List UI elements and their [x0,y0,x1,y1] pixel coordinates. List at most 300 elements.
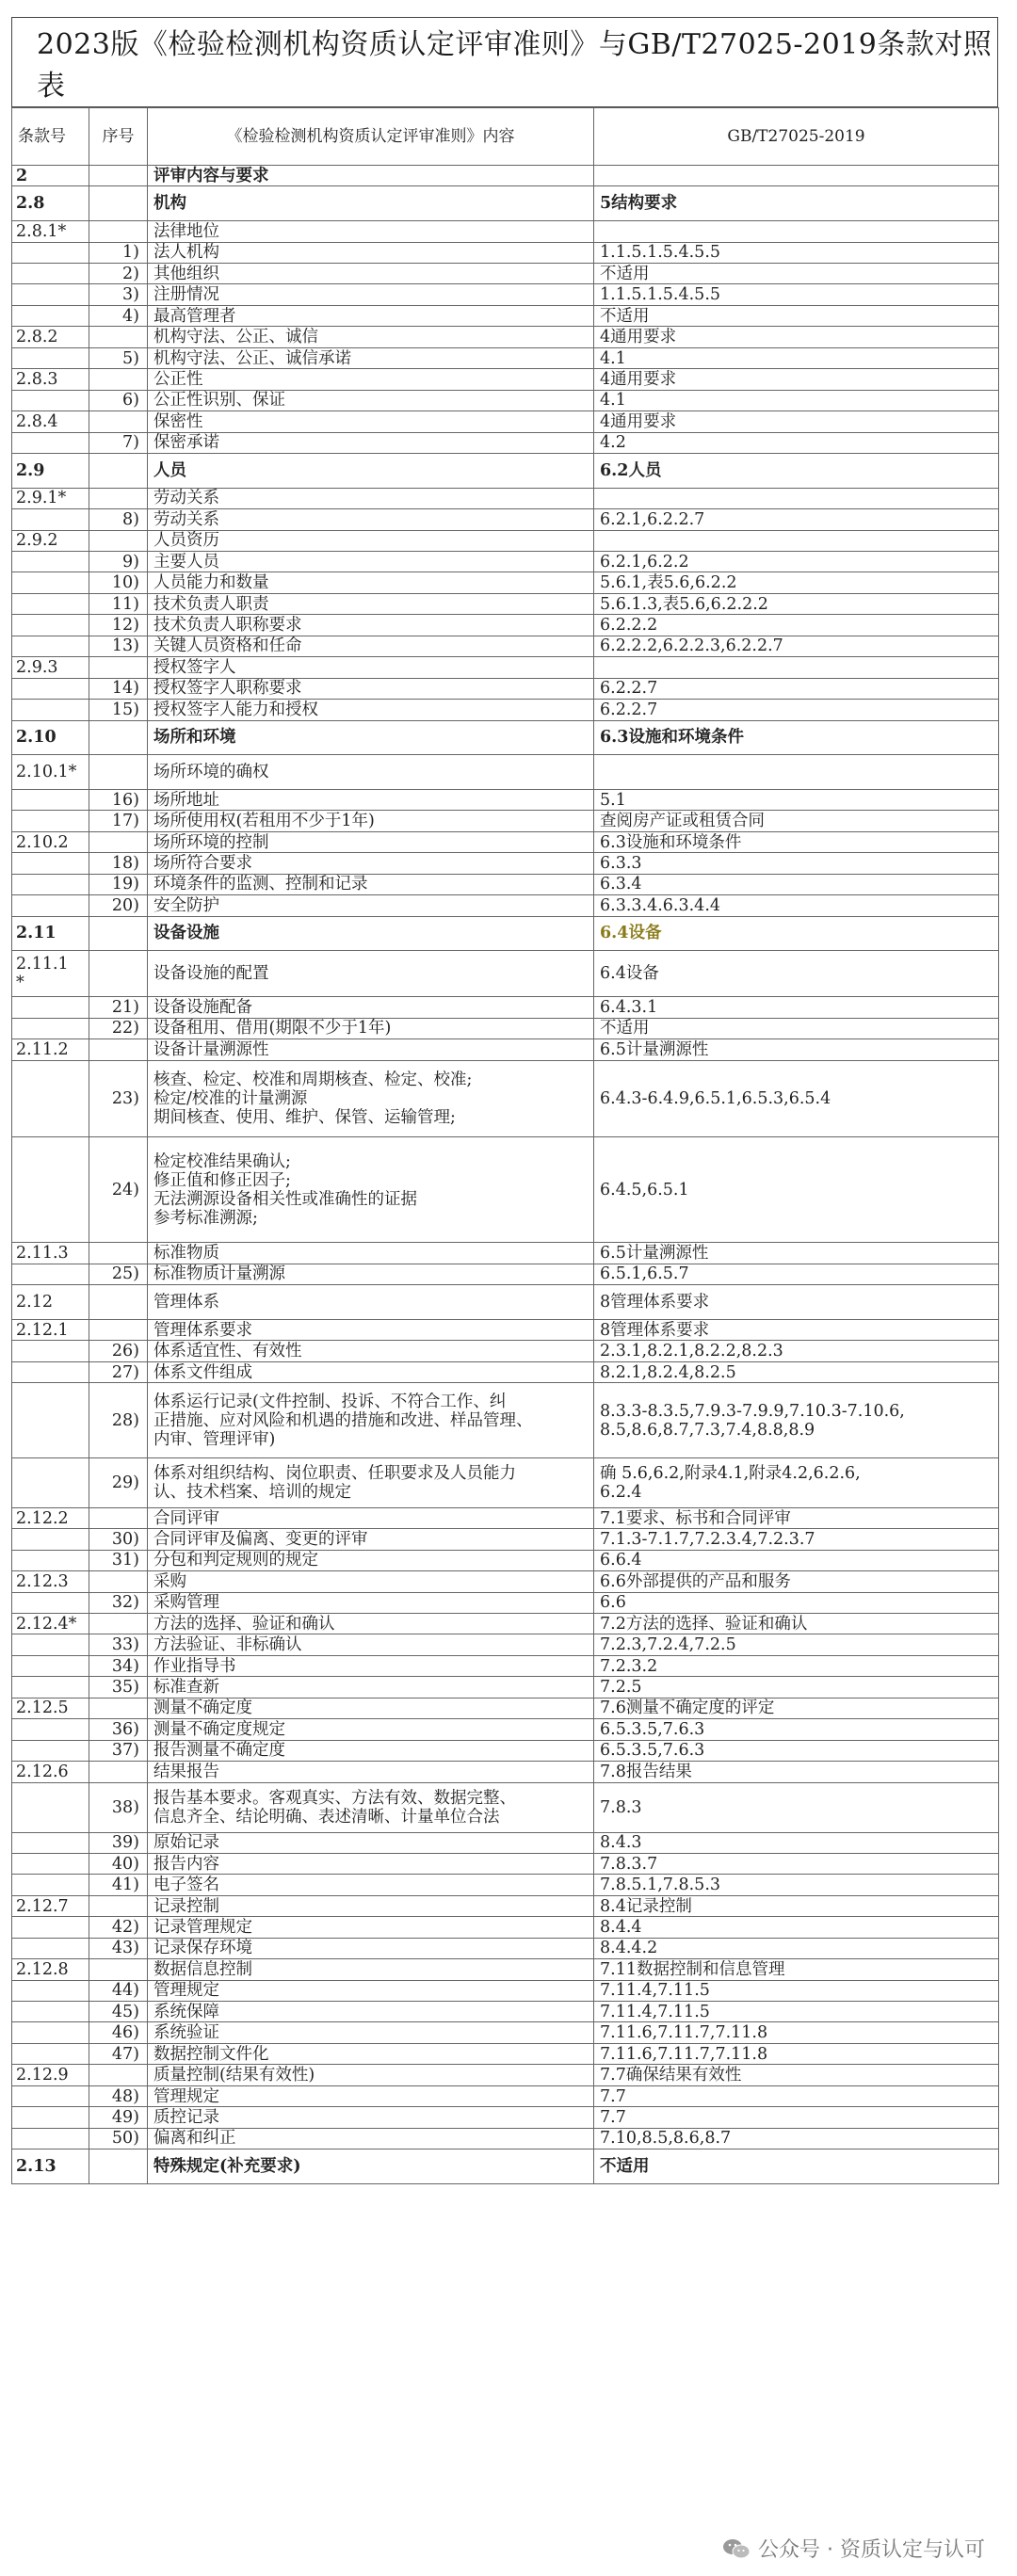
row-standard: 1.1.5.1.5.4.5.5 [594,284,999,305]
table-row [12,1740,999,1761]
row-standard: 不适用 [594,264,999,284]
row-content: 安全防护 [148,895,594,916]
row-clause: 2.9.3 [12,657,89,678]
row-clause [12,2022,89,2043]
row-standard: 6.3.4 [594,874,999,894]
row-content: 合同评审 [148,1507,594,1528]
row-clause: 2.8.3 [12,369,89,390]
row-clause: 2.12.1 [12,1319,89,1340]
row-seq: 32) [89,1592,148,1613]
row-standard: 6.5计量溯源性 [594,1039,999,1060]
table-row [12,1039,999,1060]
row-seq [89,411,148,432]
row-standard: 4.1 [594,347,999,368]
row-seq [89,221,148,242]
table-row [12,1592,999,1613]
table-row [12,1762,999,1782]
row-content: 环境条件的监测、控制和记录 [148,874,594,894]
table-row [12,1614,999,1634]
row-standard: 6.6.4 [594,1550,999,1570]
table-row [12,1698,999,1718]
row-standard: 6.4.5,6.5.1 [594,1137,999,1243]
table-row [12,166,999,186]
row-content: 分包和判定规则的规定 [148,1550,594,1570]
table-row [12,411,999,432]
row-content: 管理规定 [148,1980,594,2001]
row-clause [12,874,89,894]
row-seq [89,1959,148,1980]
row-standard: 6.4.3-6.4.9,6.5.1,6.5.3,6.5.4 [594,1060,999,1137]
row-content: 场所环境的控制 [148,831,594,852]
row-content: 管理规定 [148,2085,594,2106]
table-row [12,1137,999,1243]
row-clause [12,1980,89,2001]
row-clause [12,1740,89,1761]
table-row [12,186,999,221]
header-seq: 序号 [89,108,148,166]
row-standard: 7.10,8.5,8.6,8.7 [594,2128,999,2149]
row-standard: 8管理体系要求 [594,1285,999,1320]
table-row [12,453,999,488]
row-clause: 2.12.8 [12,1959,89,1980]
row-clause: 2.8.4 [12,411,89,432]
row-seq: 50) [89,2128,148,2149]
row-content: 设备设施 [148,916,594,951]
row-standard: 8.4.4 [594,1917,999,1938]
row-content: 人员能力和数量 [148,572,594,593]
table-row [12,509,999,530]
row-clause: 2.11.2 [12,1039,89,1060]
row-seq [89,1285,148,1320]
row-clause [12,264,89,284]
row-clause [12,1875,89,1895]
row-content: 记录保存环境 [148,1938,594,1958]
row-clause [12,636,89,656]
row-clause [12,509,89,530]
row-seq [89,657,148,678]
table-row [12,1060,999,1137]
row-content: 体系运行记录(文件控制、投诉、不符合工作、纠 正措施、应对风险和机遇的措施和改进、样品管理、 内审、管理评审) [148,1383,594,1458]
row-seq [89,327,148,347]
row-clause [12,593,89,614]
row-standard: 7.7 [594,2085,999,2106]
row-content: 系统验证 [148,2022,594,2043]
table-row [12,432,999,453]
row-seq [89,2065,148,2085]
row-clause: 2.12.6 [12,1762,89,1782]
row-content: 数据信息控制 [148,1959,594,1980]
table-header-row [12,108,999,166]
row-clause [12,2128,89,2149]
row-standard: 6.2.1,6.2.2 [594,552,999,572]
table-row [12,1634,999,1655]
table-row [12,1285,999,1320]
table-row [12,1529,999,1550]
row-clause: 2.9 [12,453,89,488]
row-clause [12,1634,89,1655]
row-seq: 13) [89,636,148,656]
table-row [12,678,999,699]
row-seq: 25) [89,1264,148,1284]
row-standard: 不适用 [594,2149,999,2184]
row-content: 核查、检定、校准和周期核查、检定、校准; 检定/校准的计量溯源 期间核查、使用、维护、保管、运输管理; [148,1060,594,1137]
row-clause [12,1917,89,1938]
row-clause [12,347,89,368]
row-seq [89,1614,148,1634]
table-row [12,1655,999,1676]
row-seq: 6) [89,390,148,411]
row-content: 合同评审及偏离、变更的评审 [148,1529,594,1550]
row-clause [12,242,89,263]
row-clause [12,997,89,1018]
table-row [12,221,999,242]
table-row [12,1507,999,1528]
row-clause [12,853,89,874]
watermark-text: 公众号 · 资质认定与认可 [758,2538,985,2562]
row-clause [12,1832,89,1853]
header-clause: 条款号 [12,108,89,166]
row-seq: 27) [89,1361,148,1382]
row-content: 技术负责人职称要求 [148,615,594,636]
table-row [12,2149,999,2184]
table-row [12,1571,999,1592]
row-clause: 2.12.7 [12,1895,89,1916]
row-seq: 47) [89,2043,148,2064]
row-content: 设备设施的配置 [148,951,594,997]
row-clause [12,1592,89,1613]
row-seq: 42) [89,1917,148,1938]
row-seq: 8) [89,509,148,530]
row-content: 机构守法、公正、诚信承诺 [148,347,594,368]
row-standard: 5.6.1.3,表5.6,6.2.2.2 [594,593,999,614]
row-clause: 2 [12,166,89,186]
row-content: 场所使用权(若租用不少于1年) [148,811,594,831]
row-clause [12,2002,89,2022]
row-seq: 33) [89,1634,148,1655]
row-content: 体系文件组成 [148,1361,594,1382]
row-content: 采购 [148,1571,594,1592]
row-seq: 24) [89,1137,148,1243]
row-content: 设备计量溯源性 [148,1039,594,1060]
row-standard: 6.3设施和环境条件 [594,720,999,755]
table-row [12,488,999,508]
row-standard: 7.2方法的选择、验证和确认 [594,1614,999,1634]
row-standard: 6.5.1,6.5.7 [594,1264,999,1284]
row-seq: 49) [89,2107,148,2128]
row-clause: 2.10 [12,720,89,755]
row-seq: 15) [89,700,148,720]
row-seq: 34) [89,1655,148,1676]
row-content: 特殊规定(补充要求) [148,2149,594,2184]
row-standard: 7.1要求、标书和合同评审 [594,1507,999,1528]
row-clause [12,789,89,810]
document-page [11,17,1000,2559]
table-row [12,1719,999,1740]
row-standard: 6.5.3.5,7.6.3 [594,1740,999,1761]
table-row [12,853,999,874]
row-content: 标准物质计量溯源 [148,1264,594,1284]
comparison-table [11,107,999,2184]
row-seq: 16) [89,789,148,810]
table-row [12,284,999,305]
row-content: 法律地位 [148,221,594,242]
row-clause [12,1137,89,1243]
row-seq: 21) [89,997,148,1018]
table-row [12,1917,999,1938]
table-row [12,1895,999,1916]
row-standard: 7.2.3.2 [594,1655,999,1676]
table-row [12,1677,999,1698]
table-row [12,2022,999,2043]
row-clause [12,1529,89,1550]
row-content: 保密性 [148,411,594,432]
row-clause [12,2107,89,2128]
row-content: 关键人员资格和任命 [148,636,594,656]
table-row [12,1341,999,1361]
table-row [12,1832,999,1853]
row-seq: 46) [89,2022,148,2043]
table-row [12,1264,999,1284]
row-standard: 6.3设施和环境条件 [594,831,999,852]
row-seq: 11) [89,593,148,614]
wechat-icon [722,2537,751,2560]
row-seq: 29) [89,1457,148,1507]
table-row [12,305,999,326]
row-clause: 2.11 [12,916,89,951]
row-clause [12,1782,89,1832]
row-clause [12,1383,89,1458]
row-seq: 7) [89,432,148,453]
row-standard: 7.2.3,7.2.4,7.2.5 [594,1634,999,1655]
page-title: 2023版《检验检测机构资质认定评审准则》与GB/T27025-2019条款对照表 [11,17,998,107]
table-body [12,166,999,2184]
row-content: 其他组织 [148,264,594,284]
row-seq: 4) [89,305,148,326]
header-standard: GB/T27025-2019 [594,108,999,166]
row-content: 报告内容 [148,1853,594,1874]
row-content: 检定校准结果确认; 修正值和修正因子; 无法溯源设备相关性或准确性的证据 参考标准溯源; [148,1137,594,1243]
row-content: 主要人员 [148,552,594,572]
table-row [12,1980,999,2001]
table-row [12,552,999,572]
row-seq: 18) [89,853,148,874]
row-clause [12,572,89,593]
row-clause: 2.12.4* [12,1614,89,1634]
row-standard: 7.11.6,7.11.7,7.11.8 [594,2022,999,2043]
row-clause [12,390,89,411]
row-content: 机构 [148,186,594,221]
row-standard: 8管理体系要求 [594,1319,999,1340]
row-standard: 7.7确保结果有效性 [594,2065,999,2085]
row-clause [12,1060,89,1137]
row-content: 劳动关系 [148,488,594,508]
row-clause: 2.10.1* [12,755,89,790]
table-row [12,1550,999,1570]
row-standard: 8.2.1,8.2.4,8.2.5 [594,1361,999,1382]
row-standard: 4.1 [594,390,999,411]
row-standard: 4通用要求 [594,327,999,347]
table-row [12,327,999,347]
row-clause [12,552,89,572]
row-standard: 8.4.4.2 [594,1938,999,1958]
row-standard: 查阅房产证或租赁合同 [594,811,999,831]
row-standard: 6.2.2.7 [594,700,999,720]
row-clause [12,2043,89,2064]
row-seq [89,951,148,997]
row-clause [12,305,89,326]
row-content: 方法的选择、验证和确认 [148,1614,594,1634]
row-standard: 6.2.2.2,6.2.2.3,6.2.2.7 [594,636,999,656]
row-clause [12,1457,89,1507]
row-clause [12,1655,89,1676]
row-clause [12,1361,89,1382]
row-standard: 6.4设备 [594,916,999,951]
row-clause: 2.8.2 [12,327,89,347]
row-content: 系统保障 [148,2002,594,2022]
table-row [12,1018,999,1038]
table-row [12,1853,999,1874]
row-standard: 6.6外部提供的产品和服务 [594,1571,999,1592]
table-row [12,811,999,831]
row-seq: 43) [89,1938,148,1958]
row-clause [12,1018,89,1038]
row-clause: 2.9.1* [12,488,89,508]
table-row [12,369,999,390]
row-seq [89,166,148,186]
row-clause [12,1677,89,1698]
row-standard: 确 5.6,6.2,附录4.1,附录4.2,6.2.6, 6.2.4 [594,1457,999,1507]
row-seq [89,1698,148,1718]
row-content: 测量不确定度 [148,1698,594,1718]
row-content: 授权签字人职称要求 [148,678,594,699]
row-content: 场所环境的确权 [148,755,594,790]
row-content: 原始记录 [148,1832,594,1853]
row-seq: 3) [89,284,148,305]
row-standard: 6.2.2.2 [594,615,999,636]
row-content: 人员资历 [148,530,594,551]
row-standard: 5.1 [594,789,999,810]
row-standard: 7.11.4,7.11.5 [594,1980,999,2001]
table-row [12,1782,999,1832]
table-row [12,831,999,852]
row-seq: 5) [89,347,148,368]
row-content: 结果报告 [148,1762,594,1782]
row-content: 体系对组织结构、岗位职责、任职要求及人员能力 认、技术档案、培训的规定 [148,1457,594,1507]
row-seq: 38) [89,1782,148,1832]
row-clause [12,432,89,453]
row-standard: 5.6.1,表5.6,6.2.2 [594,572,999,593]
row-standard: 7.2.5 [594,1677,999,1698]
table-row [12,572,999,593]
row-seq: 45) [89,2002,148,2022]
row-standard: 6.2人员 [594,453,999,488]
row-seq [89,369,148,390]
row-content: 标准查新 [148,1677,594,1698]
row-standard: 7.11数据控制和信息管理 [594,1959,999,1980]
row-seq: 22) [89,1018,148,1038]
row-clause: 2.12.9 [12,2065,89,2085]
row-content: 场所地址 [148,789,594,810]
row-content: 授权签字人 [148,657,594,678]
row-clause: 2.8 [12,186,89,221]
row-content: 作业指导书 [148,1655,594,1676]
row-content: 保密承诺 [148,432,594,453]
row-seq [89,453,148,488]
row-seq [89,530,148,551]
row-clause: 2.11.3 [12,1243,89,1264]
row-seq: 36) [89,1719,148,1740]
row-content: 质控记录 [148,2107,594,2128]
row-content: 偏离和纠正 [148,2128,594,2149]
table-row [12,997,999,1018]
row-content: 体系适宜性、有效性 [148,1341,594,1361]
row-content: 机构守法、公正、诚信 [148,327,594,347]
row-standard [594,488,999,508]
row-clause: 2.9.2 [12,530,89,551]
row-seq: 39) [89,1832,148,1853]
table-row [12,657,999,678]
table-row [12,593,999,614]
table-row [12,530,999,551]
row-clause: 2.12.5 [12,1698,89,1718]
row-clause [12,615,89,636]
row-standard: 4通用要求 [594,369,999,390]
row-content: 设备租用、借用(期限不少于1年) [148,1018,594,1038]
row-standard: 7.8.3 [594,1782,999,1832]
row-content: 场所符合要求 [148,853,594,874]
row-seq: 30) [89,1529,148,1550]
row-clause: 2.10.2 [12,831,89,852]
row-content: 报告基本要求。客观真实、方法有效、数据完整、 信息齐全、结论明确、表述清晰、计量单位合法 [148,1782,594,1832]
row-clause: 2.8.1* [12,221,89,242]
row-seq [89,1243,148,1264]
row-content: 人员 [148,453,594,488]
row-seq: 9) [89,552,148,572]
table-row [12,1959,999,1980]
row-clause: 2.13 [12,2149,89,2184]
row-content: 报告测量不确定度 [148,1740,594,1761]
row-content: 电子签名 [148,1875,594,1895]
row-seq [89,1895,148,1916]
row-standard: 6.4.3.1 [594,997,999,1018]
table-row [12,1875,999,1895]
row-clause [12,2085,89,2106]
row-content: 公正性 [148,369,594,390]
row-seq: 26) [89,1341,148,1361]
table-row [12,1361,999,1382]
row-seq: 1) [89,242,148,263]
watermark [718,2532,989,2565]
table-row [12,2128,999,2149]
row-content: 最高管理者 [148,305,594,326]
row-standard: 6.2.2.7 [594,678,999,699]
table-row [12,895,999,916]
row-seq [89,916,148,951]
row-content: 质量控制(结果有效性) [148,2065,594,2085]
row-standard [594,166,999,186]
row-standard: 1.1.5.1.5.4.5.5 [594,242,999,263]
row-seq: 44) [89,1980,148,2001]
table-row [12,242,999,263]
row-clause [12,811,89,831]
table-row [12,615,999,636]
row-content: 评审内容与要求 [148,166,594,186]
row-seq [89,755,148,790]
row-standard: 7.11.6,7.11.7,7.11.8 [594,2043,999,2064]
row-clause [12,678,89,699]
row-standard: 7.1.3-7.1.7,7.2.3.4,7.2.3.7 [594,1529,999,1550]
table-row [12,1243,999,1264]
